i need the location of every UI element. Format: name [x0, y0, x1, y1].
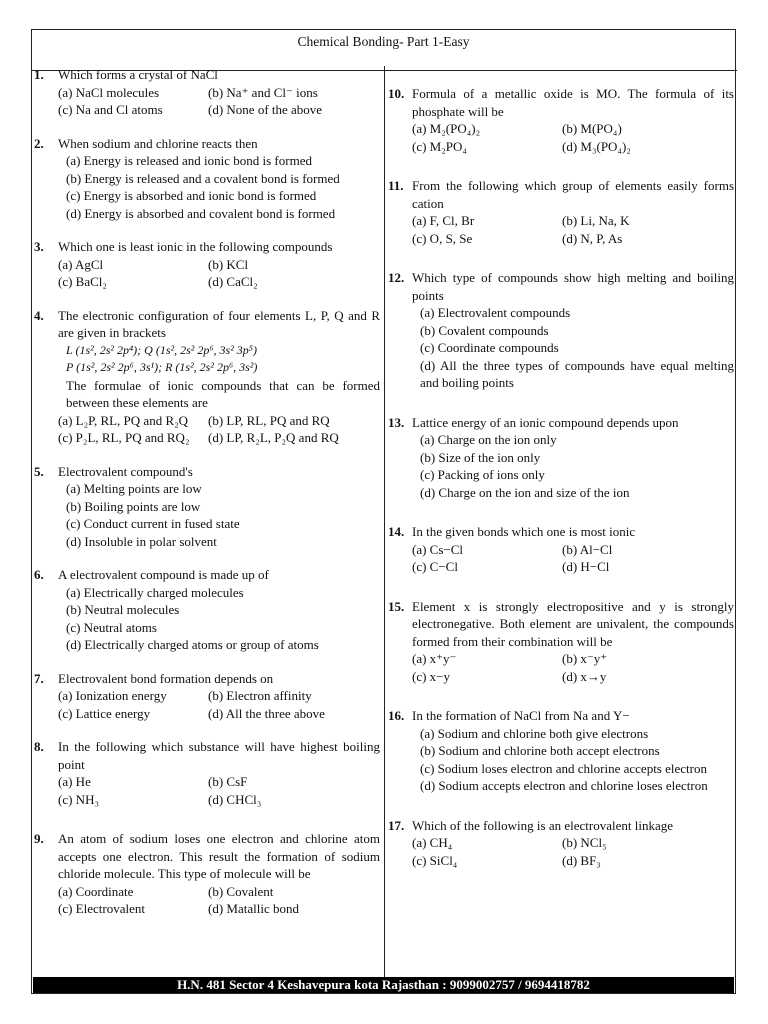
column-divider	[384, 66, 385, 977]
option-a[interactable]: (a) Electrically charged molecules	[66, 584, 244, 600]
option-c[interactable]: (c) BaCl₂	[58, 274, 107, 289]
question-14	[388, 523, 734, 576]
option-b[interactable]: (b) M(PO₄)	[562, 121, 622, 136]
question-6	[34, 566, 380, 654]
right-column	[388, 85, 734, 869]
question-text: Element x is strongly electropositive and y is strongly electronegative. Both element are univalent, the compounds formed from their combination will be	[412, 598, 734, 649]
question-text: Which forms a crystal of NaCl	[58, 67, 218, 82]
option-b[interactable]: (b) Energy is released and a covalent bond is formed	[66, 170, 340, 186]
question-2	[34, 135, 380, 223]
option-d[interactable]: (d) Electrically charged atoms or group of atoms	[66, 637, 319, 652]
question-15	[388, 598, 734, 686]
option-c[interactable]: (c) NH₃	[58, 791, 99, 807]
question-number: 3.	[34, 239, 44, 254]
option-b[interactable]: (b) Li, Na, K	[562, 213, 630, 228]
option-d[interactable]: (d) All the three types of compounds have equal melting and boiling points	[420, 357, 734, 390]
option-b[interactable]: (b) Covalent	[208, 883, 274, 899]
option-c[interactable]: (c) Coordinate compounds	[420, 340, 559, 355]
option-c[interactable]: (c) Conduct current in fused state	[66, 516, 240, 531]
option-b[interactable]: (b) LP, RL, PQ and RQ	[208, 412, 330, 428]
option-a[interactable]: (a) Ionization energy	[58, 688, 167, 703]
option-b[interactable]: (b) NCl₅	[562, 835, 607, 850]
question-text: Electrovalent compound's	[58, 463, 193, 479]
question-text: In the following which substance will have highest boiling point	[58, 739, 380, 772]
option-b[interactable]: (b) CsF	[208, 774, 248, 789]
option-d[interactable]: (d) Insoluble in polar solvent	[66, 533, 217, 549]
option-a[interactable]: (a) CH₄	[412, 835, 453, 850]
question-number: 11.	[388, 178, 404, 193]
question-number: 7.	[34, 670, 44, 686]
option-c[interactable]: (c) Na and Cl atoms	[58, 102, 163, 117]
question-number: 10.	[388, 86, 405, 101]
option-a[interactable]: (a) Charge on the ion only	[420, 432, 557, 447]
question-number: 6.	[34, 567, 44, 582]
question-text: A electrovalent compound is made up of	[58, 567, 269, 582]
question-text: Formula of a metallic oxide is MO. The formula of its phosphate will be	[412, 86, 734, 119]
question-text: In the given bonds which one is most ionic	[412, 524, 636, 539]
option-d[interactable]: (d) M₃(PO₄)₂	[562, 138, 631, 154]
question-4	[34, 307, 380, 447]
worksheet-page	[31, 29, 736, 994]
question-number: 16.	[388, 708, 405, 723]
option-a[interactable]: (a) NaCl molecules	[58, 84, 160, 100]
question-text: In the formation of NaCl from Na and Y−	[412, 708, 630, 723]
option-b[interactable]: (b) x⁻y⁺	[562, 651, 608, 666]
question-number: 2.	[34, 135, 44, 151]
option-a[interactable]: (a) F, Cl, Br	[412, 213, 475, 228]
configuration-line: P (1s², 2s² 2p⁶, 3s¹); R (1s², 2s² 2p⁶, 3s²)	[66, 360, 258, 374]
question-number: 9.	[34, 831, 44, 846]
option-d[interactable]: (d) Matallic bond	[208, 901, 299, 916]
option-b[interactable]: (b) Electron affinity	[208, 688, 312, 703]
option-d[interactable]: (d) Charge on the ion and size of the ion	[420, 484, 630, 500]
question-13	[388, 414, 734, 502]
question-5	[34, 463, 380, 551]
question-text: Which of the following is an electrovalent linkage	[412, 817, 673, 833]
option-b[interactable]: (b) Na⁺ and Cl⁻ ions	[208, 84, 318, 100]
question-16	[388, 707, 734, 795]
question-number: 15.	[388, 598, 405, 614]
question-text: An atom of sodium loses one electron and chlorine atom accepts one electron. This result the formation of sodium chloride molecule. This type of molecule will be	[58, 831, 380, 881]
question-8	[34, 738, 380, 808]
option-d[interactable]: (d) N, P, As	[562, 230, 623, 246]
question-text: The formulae of ionic compounds that can be formed between these elements are	[66, 377, 380, 410]
option-b[interactable]: (b) Neutral molecules	[66, 602, 180, 617]
question-12	[388, 269, 734, 392]
option-c[interactable]: (c) Electrovalent	[58, 901, 145, 916]
option-b[interactable]: (b) Size of the ion only	[420, 449, 541, 465]
option-c[interactable]: (c) SiCl₄	[412, 852, 458, 868]
option-c[interactable]: (c) x−y	[412, 668, 451, 684]
option-d[interactable]: (d) All the three above	[208, 705, 325, 721]
question-3	[34, 238, 380, 291]
question-text: Which one is least ionic in the following compounds	[58, 239, 333, 254]
question-11	[388, 177, 734, 247]
question-9	[34, 830, 380, 918]
option-c[interactable]: (c) O, S, Se	[412, 230, 473, 246]
option-d[interactable]: (d) BF₃	[562, 852, 601, 868]
option-d[interactable]: (d) None of the above	[208, 102, 323, 117]
question-number: 4.	[34, 307, 44, 323]
question-text: Which type of compounds show high melting and boiling points	[412, 270, 734, 303]
page-title: Chemical Bonding- Part 1-Easy	[297, 34, 470, 49]
question-10	[388, 85, 734, 155]
option-c[interactable]: (c) Sodium loses electron and chlorine accepts electron	[420, 760, 707, 776]
footer-address-bar: H.N. 481 Sector 4 Keshavepura kota Rajasthan : 9099002757 / 9694418782	[33, 977, 734, 993]
option-a[interactable]: (a) M₂(PO₄)₂	[412, 121, 481, 136]
question-number: 5.	[34, 463, 44, 479]
option-d[interactable]: (d) CaCl₂	[208, 274, 258, 289]
option-b[interactable]: (b) Covalent compounds	[420, 322, 549, 338]
option-b[interactable]: (b) Sodium and chlorine both accept electrons	[420, 743, 660, 758]
question-text: From the following which group of elements easily forms cation	[412, 178, 734, 211]
question-text: The electronic configuration of four elements L, P, Q and R are given in brackets	[58, 307, 380, 340]
question-1	[34, 66, 380, 119]
option-d[interactable]: (d) H−Cl	[562, 559, 610, 574]
option-a[interactable]: (a) AgCl	[58, 256, 104, 272]
question-7	[34, 670, 380, 723]
option-b[interactable]: (b) KCl	[208, 256, 249, 272]
option-b[interactable]: (b) Boiling points are low	[66, 498, 201, 514]
option-b[interactable]: (b) Al−Cl	[562, 541, 613, 557]
configuration-line: L (1s², 2s² 2p⁴); Q (1s², 2s² 2p⁶, 3s² 3p⁵)	[66, 342, 257, 357]
option-a[interactable]: (a) Melting points are low	[66, 481, 202, 496]
option-d[interactable]: (d) Energy is absorbed and covalent bond is formed	[66, 205, 336, 221]
option-a[interactable]: (a) Sodium and chlorine both give electrons	[420, 725, 649, 741]
option-a[interactable]: (a) Coordinate	[58, 883, 134, 899]
option-d[interactable]: (d) Sodium accepts electron and chlorine loses electron	[420, 778, 708, 793]
question-text: Electrovalent bond formation depends on	[58, 670, 274, 686]
option-c[interactable]: (c) M₂PO₄	[412, 138, 467, 154]
option-a[interactable]: (a) L₂P, RL, PQ and R₂Q	[58, 412, 189, 428]
option-c[interactable]: (c) C−Cl	[412, 559, 458, 574]
option-d[interactable]: (d) x→y	[562, 668, 607, 684]
option-a[interactable]: (a) He	[58, 774, 91, 789]
option-d[interactable]: (d) CHCl₃	[208, 791, 262, 807]
option-c[interactable]: (c) Energy is absorbed and ionic bond is formed	[66, 188, 317, 203]
option-c[interactable]: (c) Neutral atoms	[66, 619, 157, 635]
option-a[interactable]: (a) x⁺y⁻	[412, 651, 457, 666]
question-text: Lattice energy of an ionic compound depends upon	[412, 414, 679, 430]
option-d[interactable]: (d) LP, R₂L, P₂Q and RQ	[208, 430, 339, 445]
option-a[interactable]: (a) Energy is released and ionic bond is formed	[66, 153, 312, 168]
option-a[interactable]: (a) Electrovalent compounds	[420, 305, 571, 320]
left-column	[34, 66, 380, 918]
question-17	[388, 817, 734, 870]
question-number: 17.	[388, 817, 405, 833]
option-c[interactable]: (c) Packing of ions only	[420, 467, 545, 482]
question-number: 8.	[34, 739, 44, 754]
option-c[interactable]: (c) Lattice energy	[58, 705, 151, 721]
question-number: 14.	[388, 524, 405, 539]
question-text: When sodium and chlorine reacts then	[58, 135, 258, 151]
question-number: 13.	[388, 414, 405, 430]
option-c[interactable]: (c) P₂L, RL, PQ and RQ₂	[58, 430, 190, 445]
question-number: 1.	[34, 67, 44, 82]
option-a[interactable]: (a) Cs−Cl	[412, 541, 464, 557]
question-number: 12.	[388, 270, 405, 285]
